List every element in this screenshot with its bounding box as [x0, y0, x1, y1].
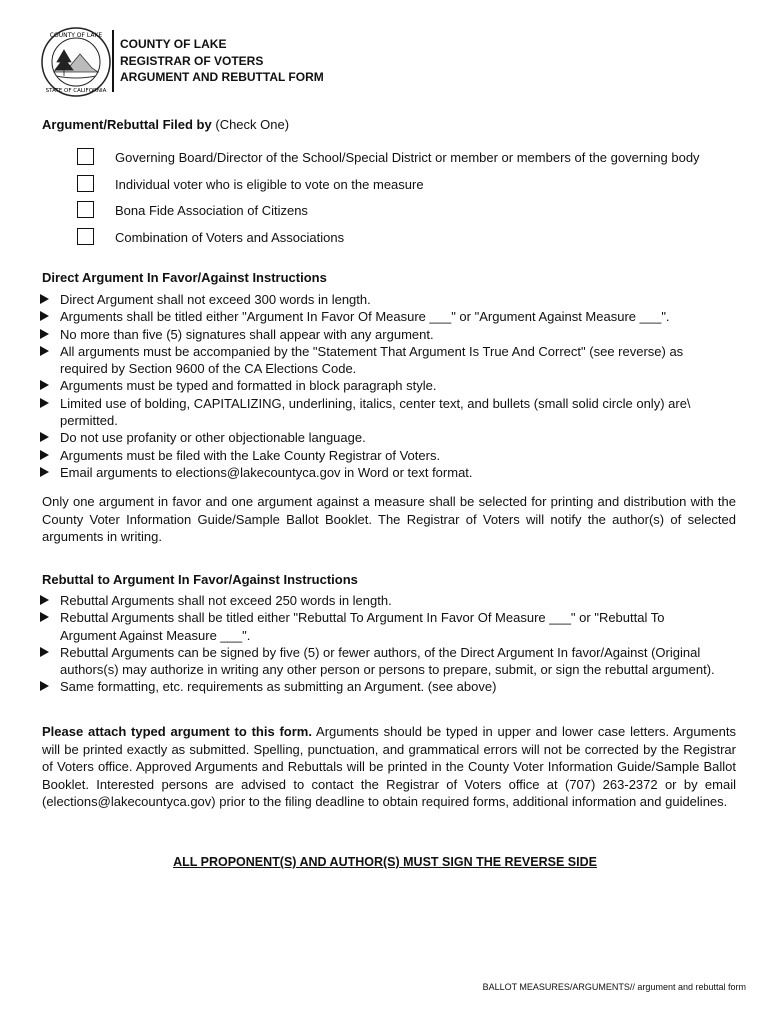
list-item: Limited use of bolding, CAPITALIZING, underlining, italics, center text, and bullets (small solid circle only) are\ permitted. [40, 395, 720, 430]
county-seal-logo [40, 26, 112, 98]
arrow-bullet-icon [40, 595, 49, 605]
list-item: Arguments must be filed with the Lake County Registrar of Voters. [40, 447, 720, 464]
list-item: No more than five (5) signatures shall appear with any argument. [40, 326, 720, 343]
checkbox-governing-board[interactable] [77, 148, 94, 165]
arrow-bullet-icon [40, 432, 49, 442]
list-item: Rebuttal Arguments shall not exceed 250 words in length. [40, 592, 720, 609]
list-item: Same formatting, etc. requirements as submitting an Argument. (see above) [40, 678, 720, 695]
arrow-bullet-icon [40, 681, 49, 691]
option-label: Governing Board/Director of the School/Special District or member or members of the governing body [115, 150, 700, 165]
list-item: Arguments must be typed and formatted in block paragraph style. [40, 377, 720, 394]
header-county: COUNTY OF LAKE [120, 37, 227, 51]
header-divider [112, 30, 114, 92]
attach-instructions [42, 723, 736, 811]
arrow-bullet-icon [40, 647, 49, 657]
svg-text:COUNTY OF LAKE: COUNTY OF LAKE [49, 32, 103, 39]
header-form-title: ARGUMENT AND REBUTTAL FORM [120, 70, 324, 84]
rebuttal-instructions-list [40, 592, 720, 696]
list-item: Direct Argument shall not exceed 300 words in length. [40, 291, 720, 308]
arrow-bullet-icon [40, 311, 49, 321]
direct-instructions-list [40, 291, 720, 481]
filed-by-label [42, 117, 289, 132]
arrow-bullet-icon [40, 450, 49, 460]
option-label: Combination of Voters and Associations [115, 229, 345, 245]
selection-note: Only one argument in favor and one argument against a measure shall be selected for printing and distribution with the County Voter Information Guide/Sample Ballot Booklet. The Registrar of Voters will notify the author(s) of selected arguments in writing. [42, 494, 736, 544]
sign-notice: ALL PROPONENT(S) AND AUTHOR(S) MUST SIGN THE REVERSE SIDE [173, 855, 597, 869]
attach-text: Arguments should be typed in upper and lower case letters. Arguments will be printed exactly as submitted. Spelling, punctuation, and grammatical errors will not be corrected by the Registrar of Voters office. Approved Arguments and Rebuttals will be printed in the County Voter Information Guide/Sample Ballot Booklet. Interested persons are advised to contact the Registrar of Voters office at (707) 263-2372 or by email (elections@lakecountyca.gov) prior to the filing deadline to obtain required forms, additional information and guidelines. [42, 724, 737, 809]
rebuttal-section-title: Rebuttal to Argument In Favor/Against Instructions [42, 572, 358, 587]
checkbox-bona-fide-association[interactable] [77, 201, 94, 218]
arrow-bullet-icon [40, 380, 49, 390]
arrow-bullet-icon [40, 467, 49, 477]
list-item: Rebuttal Arguments can be signed by five (5) or fewer authors, of the Direct Argument In favor/Against (Original authors(s) may authorize in writing any other person or persons to prepare, submit, or sign the rebuttal argument). [40, 644, 720, 679]
arrow-bullet-icon [40, 346, 49, 356]
attach-bold: Please attach typed argument to this form. [42, 724, 312, 739]
checkbox-individual-voter[interactable] [77, 175, 94, 192]
arrow-bullet-icon [40, 612, 49, 622]
option-label: Bona Fide Association of Citizens [115, 203, 308, 218]
list-item: Email arguments to elections@lakecountyca.gov in Word or text format. [40, 464, 720, 481]
header-registrar: REGISTRAR OF VOTERS [120, 53, 264, 68]
list-item: All arguments must be accompanied by the "Statement That Argument Is True And Correct" (see reverse) as required by Section 9600 of the CA Elections Code. [40, 343, 720, 378]
arrow-bullet-icon [40, 329, 49, 339]
option-label: Individual voter who is eligible to vote on the measure [115, 176, 424, 192]
form-header [120, 36, 324, 86]
filed-by-note: (Check One) [215, 117, 290, 132]
list-item: Arguments shall be titled either "Argument In Favor Of Measure ___" or "Argument Against Measure ___". [40, 308, 720, 325]
arrow-bullet-icon [40, 398, 49, 408]
arrow-bullet-icon [40, 294, 49, 304]
list-item: Rebuttal Arguments shall be titled either "Rebuttal To Argument In Favor Of Measure ___" or "Rebuttal To Argument Against Measure ___". [40, 609, 720, 644]
svg-text:STATE OF CALIFORNIA: STATE OF CALIFORNIA [45, 88, 107, 94]
checkbox-combination[interactable] [77, 228, 94, 245]
filed-by-title: Argument/Rebuttal Filed by [42, 117, 212, 132]
page-footer: BALLOT MEASURES/ARGUMENTS// argument and rebuttal form [482, 982, 746, 992]
direct-section-title: Direct Argument In Favor/Against Instructions [42, 270, 327, 285]
list-item: Do not use profanity or other objectionable language. [40, 429, 720, 446]
